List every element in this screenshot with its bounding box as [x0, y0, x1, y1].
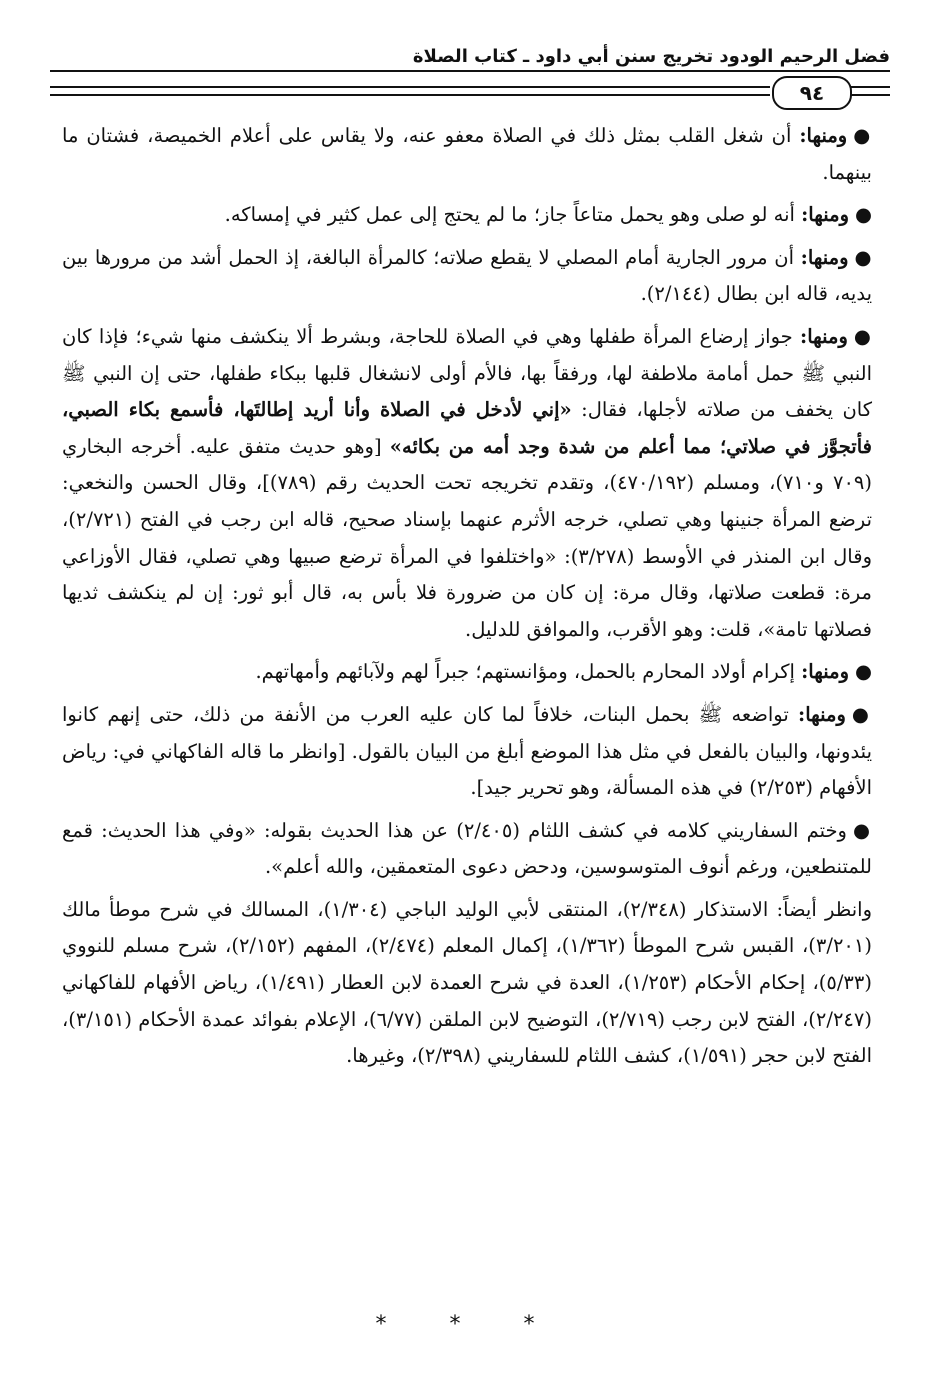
paragraph-lead: ومنها: [800, 324, 848, 348]
bullet-icon: ● [854, 203, 872, 227]
section-separator: * * * [375, 1312, 563, 1337]
paragraph-text: أن مرور الجارية أمام المصلي لا يقطع صلاته؛ كالمرأة البالغة، إذ الحمل أشد من مرورها بين يديه، قاله ابن بطال (٢/١٤٤). [62, 245, 872, 306]
paragraph-item [62, 197, 872, 234]
page-header [50, 44, 890, 106]
header-double-rule-right [850, 86, 890, 96]
paragraph-lead: ومنها: [801, 660, 849, 684]
paragraph-text: [وهو حديث متفق عليه. أخرجه البخاري (٧٠٩ و٧١٠)، ومسلم (٤٧٠/١٩٢)، وتقدم تخريجه تحت الحديث رقم (٧٨٩)]، وقال الحسن والنخعي: ترضع المرأة جنينها وهي تصلي، خرجه الأثرم عنهما بإسناد صحيح، قاله ابن رجب في الفتح (٢/٧٢١)، وقال ابن المنذر في الأوسط (٣/٢٧٨): «واختلفوا في المرأة ترضع صبيها وهي تصلي، فقال الأوزاعي مرة: قطعت صلاتها، وقال مرة: إن كان من ضرورة فلا بأس به، قال أبو ثور: إن لم ينكشف ثديها فصلاتها تامة»، قلت: وهو الأقرب، والموافق للدليل. [62, 434, 872, 641]
references-paragraph: وانظر أيضاً: الاستذكار (٢/٣٤٨)، المنتقى لأبي الوليد الباجي (١/٣٠٤)، المسالك في شرح موطأ مالك (٣/٢٠١)، القبس شرح الموطأ (١/٣٦٢)، إكمال المعلم (٢/٤٧٤)، المفهم (٢/١٥٢)، شرح مسلم للنووي (٥/٣٣)، إحكام الأحكام (١/٢٥٣)، العدة في شرح العمدة لابن العطار (١/٤٩١)، رياض الأفهام للفاكهاني (٢/٢٤٧)، الفتح لابن رجب (٢/٧١٩)، التوضيح لابن الملقن (٦/٧٧)، الإعلام بفوائد عمدة الأحكام (٣/١٥١)، الفتح لابن حجر (١/٥٩١)، كشف اللثام للسفاريني (٢/٣٩٨)، وغيرها. [62, 897, 872, 1068]
header-double-rule-left [50, 86, 770, 96]
bullet-icon: ● [851, 702, 872, 726]
paragraph-item [62, 654, 872, 691]
bullet-icon: ● [853, 124, 872, 147]
bullet-icon: ● [852, 818, 872, 842]
paragraph-text: أنه لو صلى وهو يحمل متاعاً جاز؛ ما لم يحتج إلى عمل كثير في إمساكه. [224, 203, 802, 227]
paragraph-lead: ومنها: [800, 245, 849, 269]
header-rule [50, 70, 890, 72]
bullet-icon: ● [854, 660, 872, 684]
paragraph-text: أن شغل القلب بمثل ذلك في الصلاة معفو عنه، ولا يقاس على أعلام الخميصة، فشتان ما بينهما. [62, 124, 872, 184]
paragraph-item [62, 697, 872, 807]
paragraph-lead: ومنها: [801, 203, 849, 227]
paragraph-item [62, 813, 872, 886]
running-title: فضل الرحيم الودود تخريج سنن أبي داود ـ كتاب الصلاة [412, 46, 890, 67]
paragraph-text: إكرام أولاد المحارم بالحمل، ومؤانستهم؛ جبراً لهم ولآبائهم وأمهاتهم. [255, 660, 802, 684]
paragraph-text: وختم السفاريني كلامه في كشف اللثام (٢/٤٠٥) عن هذا الحديث بقوله: «وفي هذا الحديث: قمع للمتنطعين، ورغم أنوف المتوسوسين، ودحض دعوى المتعمقين، والله أعلم». [62, 818, 872, 879]
paragraph-item [62, 319, 872, 648]
paragraph-lead: ومنها: [799, 124, 848, 147]
paragraph-text: تواضعه ﷺ بحمل البنات، خلافاً لما كان عليه العرب من الأنفة من ذلك، حتى إنهم كانوا يئدونها، والبيان بالفعل في مثل هذا الموضع أبلغ من البيان بالقول. [وانظر ما قاله الفاكهاني في: رياض الأفهام (٢/٢٥٣) في هذه المسألة، وهو تحرير جيد]. [62, 702, 872, 800]
bullet-icon: ● [854, 245, 873, 269]
paragraph-item [62, 240, 872, 313]
paragraph-lead: ومنها: [798, 702, 846, 726]
paragraph-text: جواز إرضاع المرأة طفلها وهي في الصلاة للحاجة، وبشرط ألا ينكشف منها شيء؛ فإذا كان النبي ﷺ حمل أمامة ملاطفة لها، ورفقاً بها، فالأم أولى لانشغال قلبها ببكاء طفلها، حتى إن النبي ﷺ كان يخفف من صلاته لأجلها، فقال: [62, 324, 872, 422]
paragraph-item [62, 118, 872, 191]
bullet-icon: ● [853, 324, 872, 348]
page-body [62, 118, 872, 1081]
page-number: ٩٤ [772, 76, 852, 110]
hadith-quote: «إني لأدخل في الصلاة وأنا أريد إطالتَها، فأسمع بكاء الصبي، فأتجوَّز في صلاتي؛ مما أعلم من شدة وجد أمه من بكائه» [62, 398, 872, 458]
